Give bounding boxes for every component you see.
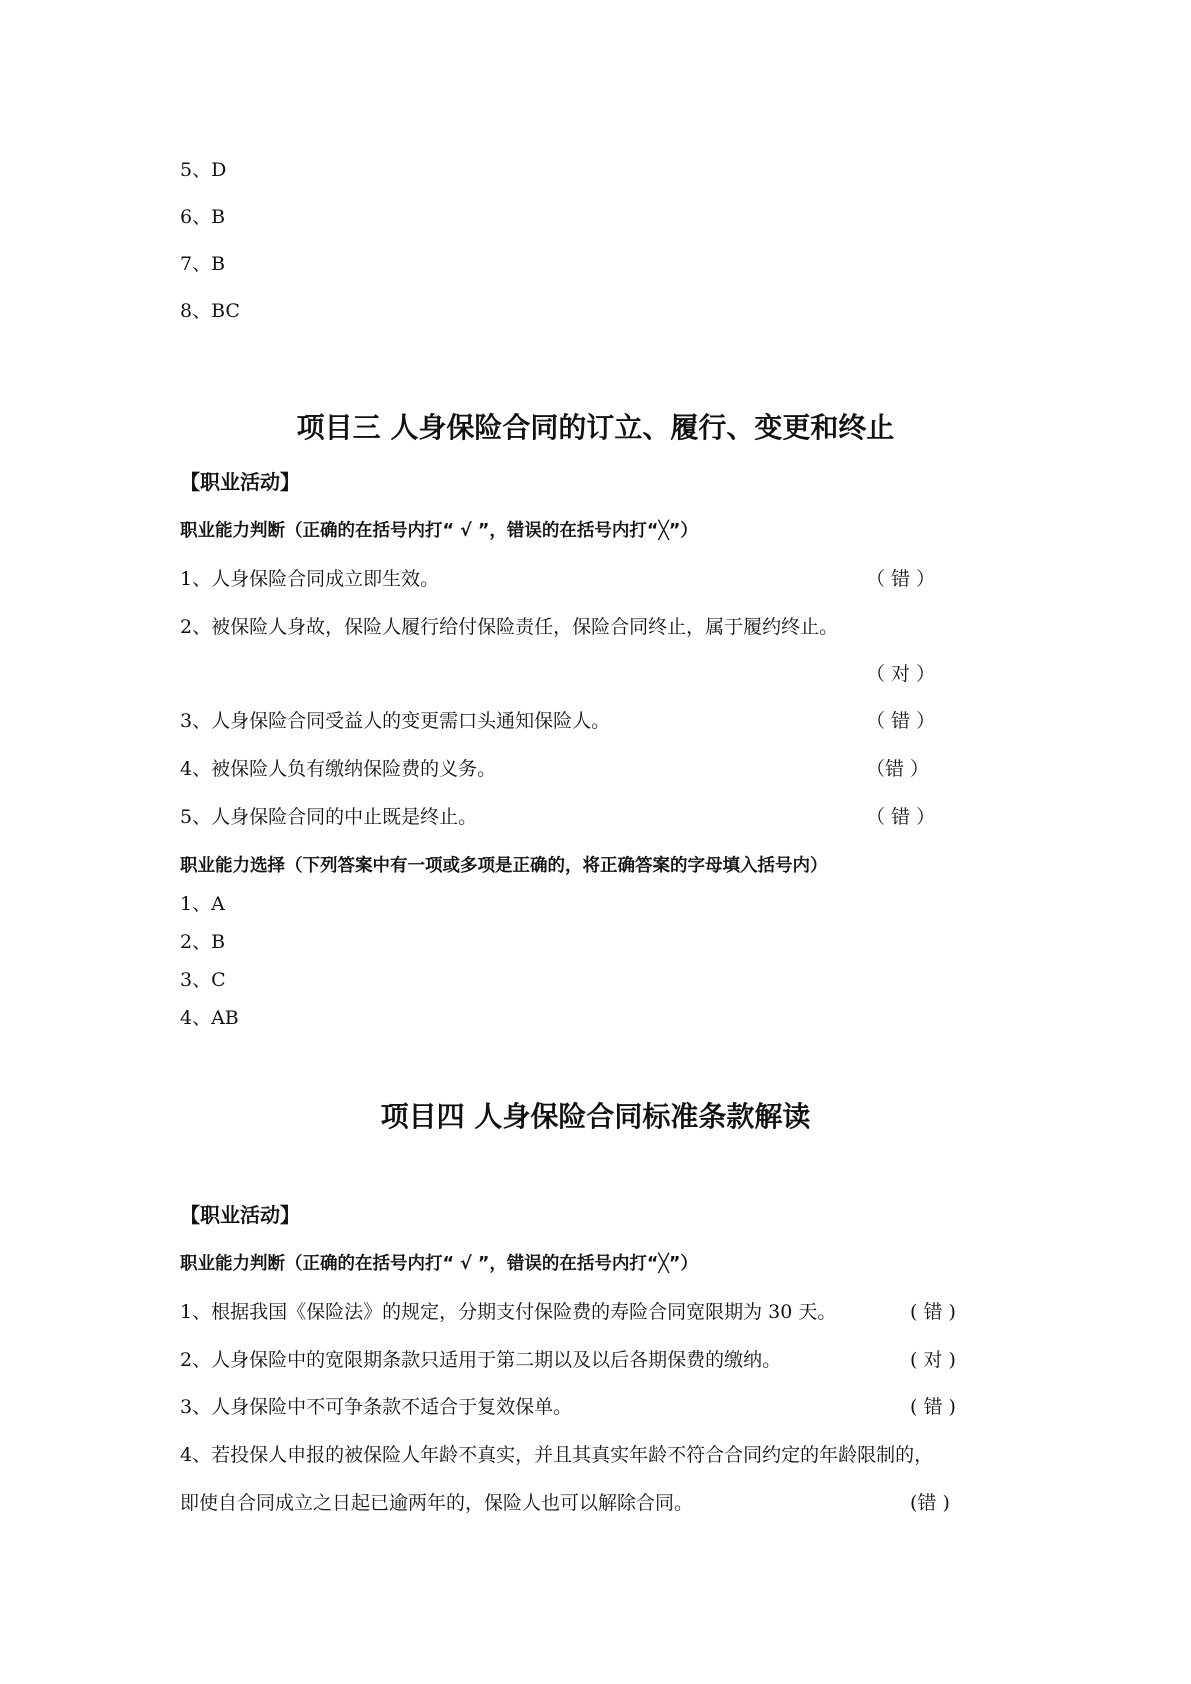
project3-judge-header: 职业能力判断（正确的在括号内打“ √ ”，错误的在括号内打“╳”） bbox=[180, 521, 698, 541]
choice-answer: 1、A bbox=[180, 893, 225, 915]
choice-answer: 3、C bbox=[180, 969, 226, 991]
answer-item: 5、D bbox=[180, 159, 227, 181]
judge-question: 3、人身保险合同受益人的变更需口头通知保险人。 bbox=[180, 710, 611, 732]
answer-item: 6、B bbox=[180, 206, 226, 228]
judge-answer: ( 错 ) bbox=[910, 1301, 956, 1323]
judge-question: 1、根据我国《保险法》的规定，分期支付保险费的寿险合同宽限期为 30 天。 bbox=[180, 1301, 837, 1323]
project4-activity-heading: 【职业活动】 bbox=[180, 1203, 300, 1227]
judge-question-continued: 即使自合同成立之日起已逾两年的，保险人也可以解除合同。 bbox=[180, 1492, 694, 1514]
answer-item: 8、BC bbox=[180, 300, 240, 322]
judge-answer: ( 对 ) bbox=[910, 1349, 956, 1371]
judge-question: 1、人身保险合同成立即生效。 bbox=[180, 568, 440, 590]
answer-item: 7、B bbox=[180, 253, 226, 275]
judge-question: 2、被保险人身故，保险人履行给付保险责任，保险合同终止，属于履约终止。 bbox=[180, 616, 839, 638]
judge-question: 5、人身保险合同的中止既是终止。 bbox=[180, 806, 478, 828]
judge-question: 4、若投保人申报的被保险人年龄不真实，并且其真实年龄不符合合同约定的年龄限制的， bbox=[180, 1444, 934, 1466]
judge-answer: （错 ） bbox=[866, 758, 930, 780]
judge-question: 2、人身保险中的宽限期条款只适用于第二期以及以后各期保费的缴纳。 bbox=[180, 1349, 782, 1371]
project3-choice-header: 职业能力选择（下列答案中有一项或多项是正确的，将正确答案的字母填入括号内） bbox=[180, 856, 828, 876]
choice-answer: 4、AB bbox=[180, 1007, 239, 1029]
project4-title: 项目四 人身保险合同标准条款解读 bbox=[380, 1100, 811, 1133]
judge-answer: ( 错 ) bbox=[910, 1396, 956, 1418]
judge-answer: （ 错 ） bbox=[866, 568, 936, 590]
choice-answer: 2、B bbox=[180, 931, 226, 953]
judge-answer: (错 ) bbox=[910, 1492, 950, 1514]
project4-judge-header: 职业能力判断（正确的在括号内打“ √ ”，错误的在括号内打“╳”） bbox=[180, 1254, 698, 1274]
judge-question: 4、被保险人负有缴纳保险费的义务。 bbox=[180, 758, 497, 780]
project3-activity-heading: 【职业活动】 bbox=[180, 470, 300, 494]
judge-answer: （ 错 ） bbox=[866, 806, 936, 828]
judge-answer: （ 错 ） bbox=[866, 710, 936, 732]
project3-title: 项目三 人身保险合同的订立、履行、变更和终止 bbox=[296, 411, 895, 444]
judge-answer: （ 对 ） bbox=[866, 663, 936, 685]
judge-question: 3、人身保险中不可争条款不适合于复效保单。 bbox=[180, 1396, 573, 1418]
